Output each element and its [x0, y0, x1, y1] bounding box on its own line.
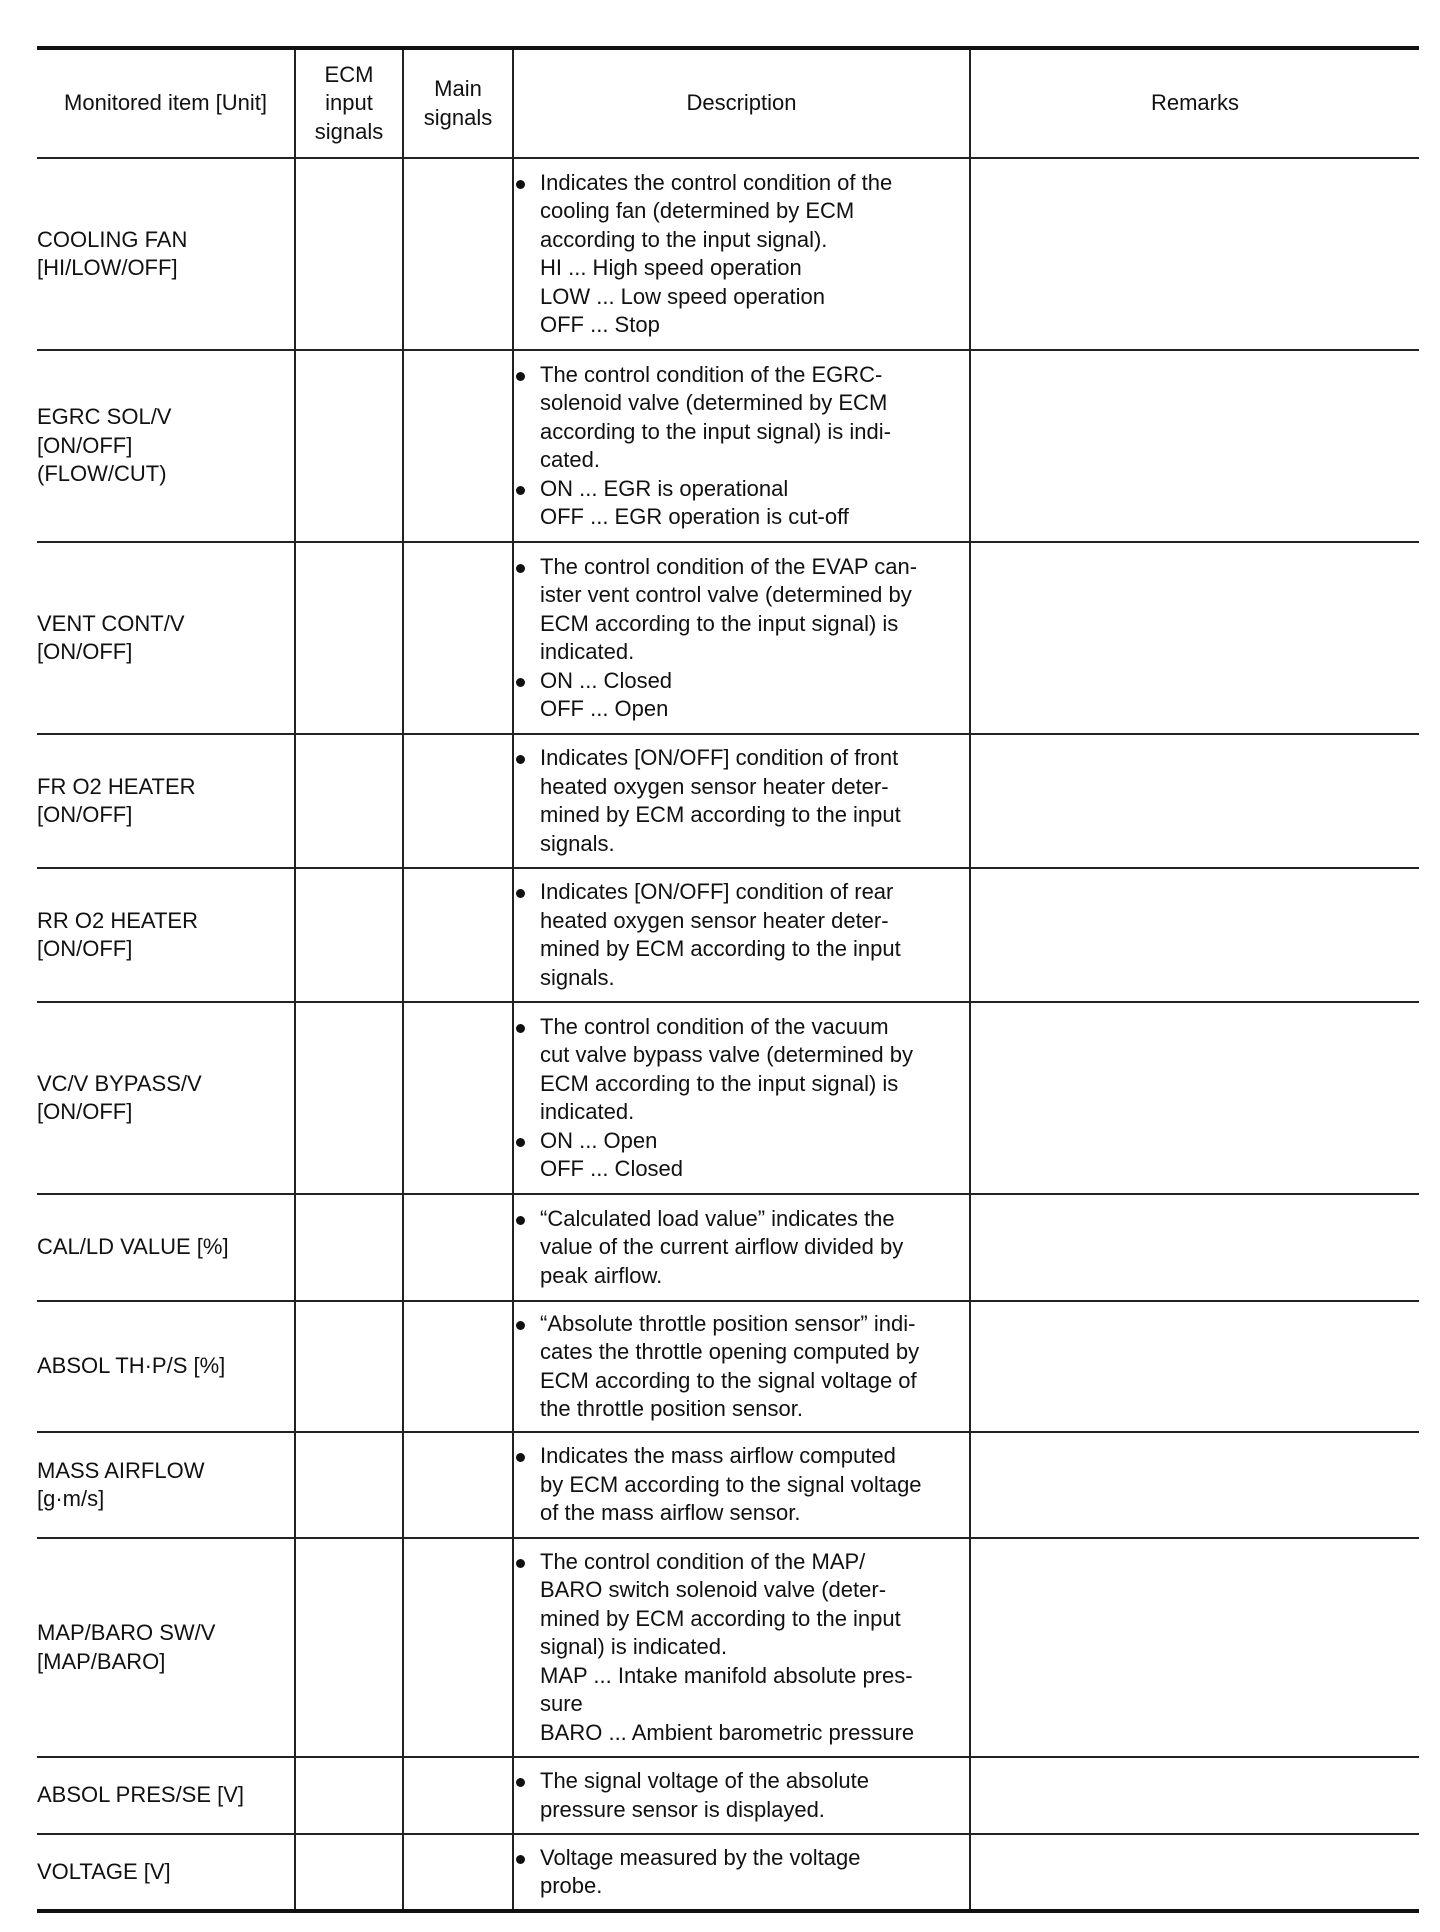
description-line: LOW ... Low speed operation [540, 283, 825, 309]
description-line: the throttle position sensor. [540, 1396, 803, 1421]
monitored-item-line: [ON/OFF] [37, 639, 133, 664]
table-row [37, 542, 1419, 734]
description-line: OFF ... EGR operation is cut-off [540, 504, 849, 529]
description-line: indicated. [540, 639, 635, 664]
description-line: according to the input signal) is indi- [540, 418, 891, 444]
remarks-cell [970, 1301, 1419, 1432]
remarks-cell [970, 1757, 1419, 1834]
bullet-item [514, 878, 969, 992]
bullet-item [514, 1767, 969, 1824]
bullet-item [514, 1013, 969, 1127]
description-line: HI ... High speed operation [540, 255, 802, 280]
description-cell [513, 1538, 970, 1757]
monitored-item-line: [ON/OFF] [37, 1099, 133, 1124]
table-row [37, 1538, 1419, 1757]
monitored-item-cell [37, 1757, 295, 1834]
bullet-item [514, 1844, 969, 1901]
description-line: mined by ECM according to the input [540, 936, 901, 961]
monitored-item-cell [37, 542, 295, 734]
header-ecm-line: input [325, 90, 373, 116]
main-signals-cell [403, 1538, 513, 1757]
table-row [37, 158, 1419, 350]
description-line: The control condition of the vacuum [540, 1013, 889, 1039]
description-line: “Absolute throttle position sensor” indi- [540, 1310, 916, 1336]
header-main-line: signals [423, 104, 493, 130]
description-cell [513, 1757, 970, 1834]
monitored-item-cell [37, 1002, 295, 1194]
header-ecm-line: signals [314, 118, 384, 144]
monitored-item-cell [37, 1194, 295, 1301]
description-line: heated oxygen sensor heater deter- [540, 907, 889, 933]
table-row [37, 1301, 1419, 1432]
monitored-item-line: (FLOW/CUT) [37, 461, 167, 487]
monitored-item-line: MAP/BARO SW/V [37, 1620, 216, 1645]
ecm-input-cell [295, 542, 403, 734]
monitored-item-line: EGRC SOL/V [37, 404, 172, 430]
monitored-item-cell [37, 1538, 295, 1757]
description-line: heated oxygen sensor heater deter- [540, 773, 889, 799]
bullet-item [514, 1548, 969, 1748]
header-description-label: Description [686, 90, 797, 116]
description-line: signal) is indicated. [540, 1634, 728, 1660]
remarks-cell [970, 1194, 1419, 1301]
main-signals-cell [403, 158, 513, 350]
monitored-item-cell [37, 734, 295, 868]
description-cell [513, 1301, 970, 1432]
table-row [37, 1757, 1419, 1834]
monitored-item-line: VENT CONT/V [37, 610, 185, 636]
table-row [37, 1834, 1419, 1911]
remarks-cell [970, 1432, 1419, 1538]
monitored-item-line: ABSOL TH·P/S [%] [37, 1353, 226, 1379]
table-row [37, 350, 1419, 542]
monitored-item-cell [37, 350, 295, 542]
description-line: The control condition of the EVAP can- [540, 553, 918, 579]
remarks-cell [970, 1538, 1419, 1757]
monitored-item-line: [HI/LOW/OFF] [37, 255, 178, 280]
ecm-input-cell [295, 734, 403, 868]
description-line: BARO switch solenoid valve (deter- [540, 1577, 887, 1603]
ecm-input-cell [295, 158, 403, 350]
description-line: mined by ECM according to the input [540, 802, 901, 827]
bullet-item [514, 1127, 969, 1184]
main-signals-cell [403, 1301, 513, 1432]
remarks-cell [970, 158, 1419, 350]
monitored-item-cell [37, 868, 295, 1002]
description-cell [513, 1194, 970, 1301]
header-monitored-item-label: Monitored item [Unit] [64, 90, 267, 116]
description-line: ister vent control valve (determined by [540, 582, 912, 607]
description-cell [513, 542, 970, 734]
main-signals-cell [403, 350, 513, 542]
header-description [513, 48, 970, 158]
bullet-item [514, 475, 969, 532]
monitored-item-line: RR O2 HEATER [37, 907, 198, 933]
ecm-input-cell [295, 1432, 403, 1538]
header-remarks-label: Remarks [1150, 90, 1239, 116]
description-line: The signal voltage of the absolute [540, 1768, 870, 1793]
description-line: value of the current airflow divided by [540, 1234, 904, 1260]
ecm-input-cell [295, 1834, 403, 1911]
description-cell [513, 350, 970, 542]
monitored-item-cell [37, 1834, 295, 1911]
header-ecm-input-signals [295, 48, 403, 158]
table-row [37, 1432, 1419, 1538]
ecm-input-cell [295, 1757, 403, 1834]
ecm-input-cell [295, 1194, 403, 1301]
description-line: MAP ... Intake manifold absolute pres- [540, 1662, 913, 1688]
table-row [37, 1002, 1419, 1194]
monitored-item-line: ABSOL PRES/SE [V] [37, 1782, 245, 1808]
description-line: ECM according to the input signal) is [540, 610, 899, 636]
ecm-input-cell [295, 1002, 403, 1194]
header-remarks [970, 48, 1419, 158]
description-cell [513, 158, 970, 350]
remarks-cell [970, 734, 1419, 868]
bullet-item [514, 169, 969, 340]
description-line: according to the input signal). [540, 226, 828, 252]
description-line: probe. [540, 1873, 603, 1898]
ecm-input-cell [295, 1538, 403, 1757]
monitored-item-line: [g·m/s] [37, 1486, 105, 1511]
main-signals-cell [403, 1002, 513, 1194]
description-cell [513, 1002, 970, 1194]
header-row [37, 48, 1419, 158]
description-line: Voltage measured by the voltage [540, 1844, 861, 1870]
remarks-cell [970, 868, 1419, 1002]
description-line: BARO ... Ambient barometric pressure [540, 1719, 915, 1745]
bullet-item [514, 1205, 969, 1291]
bullet-item [514, 553, 969, 667]
bullet-item [514, 744, 969, 858]
monitored-item-cell [37, 1432, 295, 1538]
remarks-cell [970, 350, 1419, 542]
monitored-item-line: [MAP/BARO] [37, 1648, 166, 1674]
description-line: The control condition of the EGRC- [540, 361, 883, 387]
main-signals-cell [403, 868, 513, 1002]
main-signals-cell [403, 1834, 513, 1911]
main-signals-cell [403, 1432, 513, 1538]
ecm-input-cell [295, 868, 403, 1002]
description-line: Indicates [ON/OFF] condition of rear [540, 879, 894, 904]
description-line: indicated. [540, 1099, 635, 1124]
bullet-item [514, 1310, 969, 1424]
ecm-input-cell [295, 350, 403, 542]
header-monitored-item [37, 48, 295, 158]
description-line: OFF ... Stop [540, 312, 660, 337]
description-line: Indicates the control condition of the [540, 169, 893, 195]
description-line: solenoid valve (determined by ECM [540, 390, 888, 415]
table-row [37, 868, 1419, 1002]
header-main-signals [403, 48, 513, 158]
description-line: peak airflow. [540, 1262, 663, 1288]
description-line: Indicates the mass airflow computed [540, 1443, 896, 1469]
description-line: of the mass airflow sensor. [540, 1500, 801, 1526]
description-cell [513, 1432, 970, 1538]
description-cell [513, 868, 970, 1002]
description-line: signals. [540, 830, 615, 856]
monitored-item-cell [37, 1301, 295, 1432]
description-line: ECM according to the signal voltage of [540, 1367, 917, 1393]
header-main-line: Main [434, 76, 482, 101]
bullet-item [514, 361, 969, 475]
monitored-items-table [37, 46, 1419, 1913]
description-line: OFF ... Closed [540, 1156, 684, 1181]
remarks-cell [970, 542, 1419, 734]
description-line: cooling fan (determined by ECM [540, 198, 855, 223]
description-line: pressure sensor is displayed. [540, 1796, 825, 1822]
description-line: “Calculated load value” indicates the [540, 1205, 895, 1231]
monitored-item-line: VC/V BYPASS/V [37, 1070, 202, 1096]
description-line: mined by ECM according to the input [540, 1605, 901, 1631]
remarks-cell [970, 1834, 1419, 1911]
main-signals-cell [403, 1757, 513, 1834]
description-line: Indicates [ON/OFF] condition of front [540, 745, 899, 770]
header-ecm-line: ECM [324, 61, 374, 87]
description-line: ON ... Closed [540, 667, 673, 693]
monitored-item-line: VOLTAGE [V] [37, 1858, 171, 1884]
monitored-item-line: [ON/OFF] [37, 802, 133, 827]
bullet-item [514, 667, 969, 724]
monitored-item-line: CAL/LD VALUE [%] [37, 1234, 229, 1260]
description-line: by ECM according to the signal voltage [540, 1471, 922, 1497]
description-line: sure [540, 1691, 583, 1717]
table-body [37, 48, 1419, 1911]
bullet-item [514, 1442, 969, 1528]
description-line: ECM according to the input signal) is [540, 1070, 899, 1096]
description-line: ON ... Open [540, 1127, 658, 1153]
description-line: cut valve bypass valve (determined by [540, 1042, 913, 1067]
remarks-cell [970, 1002, 1419, 1194]
table-row [37, 1194, 1419, 1301]
description-line: signals. [540, 964, 615, 990]
description-line: The control condition of the MAP/ [540, 1548, 866, 1574]
description-line: cates the throttle opening computed by [540, 1339, 920, 1364]
monitored-item-line: MASS AIRFLOW [37, 1457, 205, 1483]
monitored-item-cell [37, 158, 295, 350]
ecm-input-cell [295, 1301, 403, 1432]
description-cell [513, 734, 970, 868]
monitored-item-line: [ON/OFF] [37, 432, 133, 458]
monitored-item-line: FR O2 HEATER [37, 773, 196, 799]
main-signals-cell [403, 542, 513, 734]
monitored-item-line: COOLING FAN [37, 226, 188, 252]
description-line: OFF ... Open [540, 696, 669, 721]
monitored-item-line: [ON/OFF] [37, 936, 133, 961]
description-cell [513, 1834, 970, 1911]
main-signals-cell [403, 734, 513, 868]
description-line: cated. [540, 447, 600, 472]
description-line: ON ... EGR is operational [540, 475, 789, 501]
main-signals-cell [403, 1194, 513, 1301]
table-row [37, 734, 1419, 868]
